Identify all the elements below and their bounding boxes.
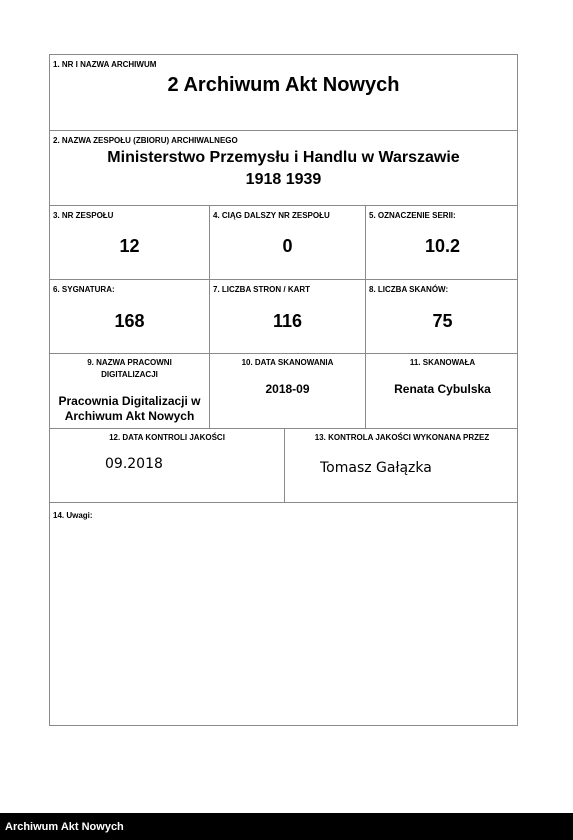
- remarks-label: 14. Uwagi:: [53, 511, 93, 520]
- metadata-card: [49, 54, 518, 726]
- digitization-row: [50, 353, 517, 428]
- scan-date-value: 2018-09: [265, 382, 310, 396]
- fonds-no-value: 12: [119, 236, 140, 256]
- signature-value: 168: [114, 311, 145, 331]
- archive-value: 2 Archiwum Akt Nowych: [167, 74, 400, 96]
- scanned-by-label: 11. SKANOWAŁA: [409, 358, 476, 367]
- series-label: 5. OZNACZENIE SERII:: [369, 211, 456, 220]
- pages-value: 116: [272, 311, 303, 331]
- fonds-name-value: Ministerstwo Przemysłu i Handlu w Warszawie: [107, 149, 460, 166]
- signature-cell: [50, 280, 209, 353]
- series-value: 10.2: [424, 236, 461, 256]
- qc-date-value: 09.2018: [105, 456, 163, 472]
- scans-label: 8. LICZBA SKANÓW:: [369, 285, 449, 294]
- pages-label: 7. LICZBA STRON / KART: [213, 285, 311, 294]
- footer-bar: [0, 813, 573, 840]
- scanned-by-value: Renata Cybulska: [394, 382, 491, 396]
- scans-cell: [365, 280, 519, 353]
- fonds-continuation-cell: [209, 206, 365, 279]
- qc-by-cell: [284, 429, 519, 502]
- lab-label: 9. NAZWA PRACOWNI DIGITALIZACJI: [87, 358, 172, 379]
- fonds-dates-value: 1918 1939: [245, 171, 322, 188]
- lab-value: Pracownia Digitalizacji w Archiwum Akt Nowych: [58, 394, 201, 423]
- qc-date-cell: [50, 429, 284, 502]
- footer-text: Archiwum Akt Nowych: [5, 821, 124, 833]
- fonds-numbers-row: [50, 205, 517, 279]
- fonds-continuation-label: 4. CIĄG DALSZY NR ZESPOŁU: [213, 211, 330, 220]
- scans-value: 75: [432, 311, 453, 331]
- remarks-row: [50, 502, 517, 725]
- scan-date-cell: [209, 354, 365, 428]
- qc-by-value: Tomasz Gałązka: [320, 460, 432, 476]
- archive-row: [50, 55, 517, 130]
- fonds-name-row: [50, 130, 517, 205]
- series-cell: [365, 206, 519, 279]
- fonds-no-cell: [50, 206, 209, 279]
- qc-date-label: 12. DATA KONTROLI JAKOŚCI: [109, 433, 225, 442]
- archive-label: 1. NR I NAZWA ARCHIWUM: [53, 60, 157, 69]
- quality-control-row: [50, 428, 517, 502]
- scanned-by-cell: [365, 354, 519, 428]
- fonds-name-label: 2. NAZWA ZESPOŁU (ZBIORU) ARCHIWALNEGO: [53, 136, 238, 145]
- scan-date-label: 10. DATA SKANOWANIA: [241, 358, 334, 367]
- fonds-continuation-value: 0: [282, 236, 293, 256]
- qc-by-label: 13. KONTROLA JAKOŚCI WYKONANA PRZEZ: [314, 433, 490, 442]
- signature-label: 6. SYGNATURA:: [53, 285, 115, 294]
- pages-cell: [209, 280, 365, 353]
- lab-cell: [50, 354, 209, 428]
- fonds-no-label: 3. NR ZESPOŁU: [53, 211, 114, 220]
- counts-row: [50, 279, 517, 353]
